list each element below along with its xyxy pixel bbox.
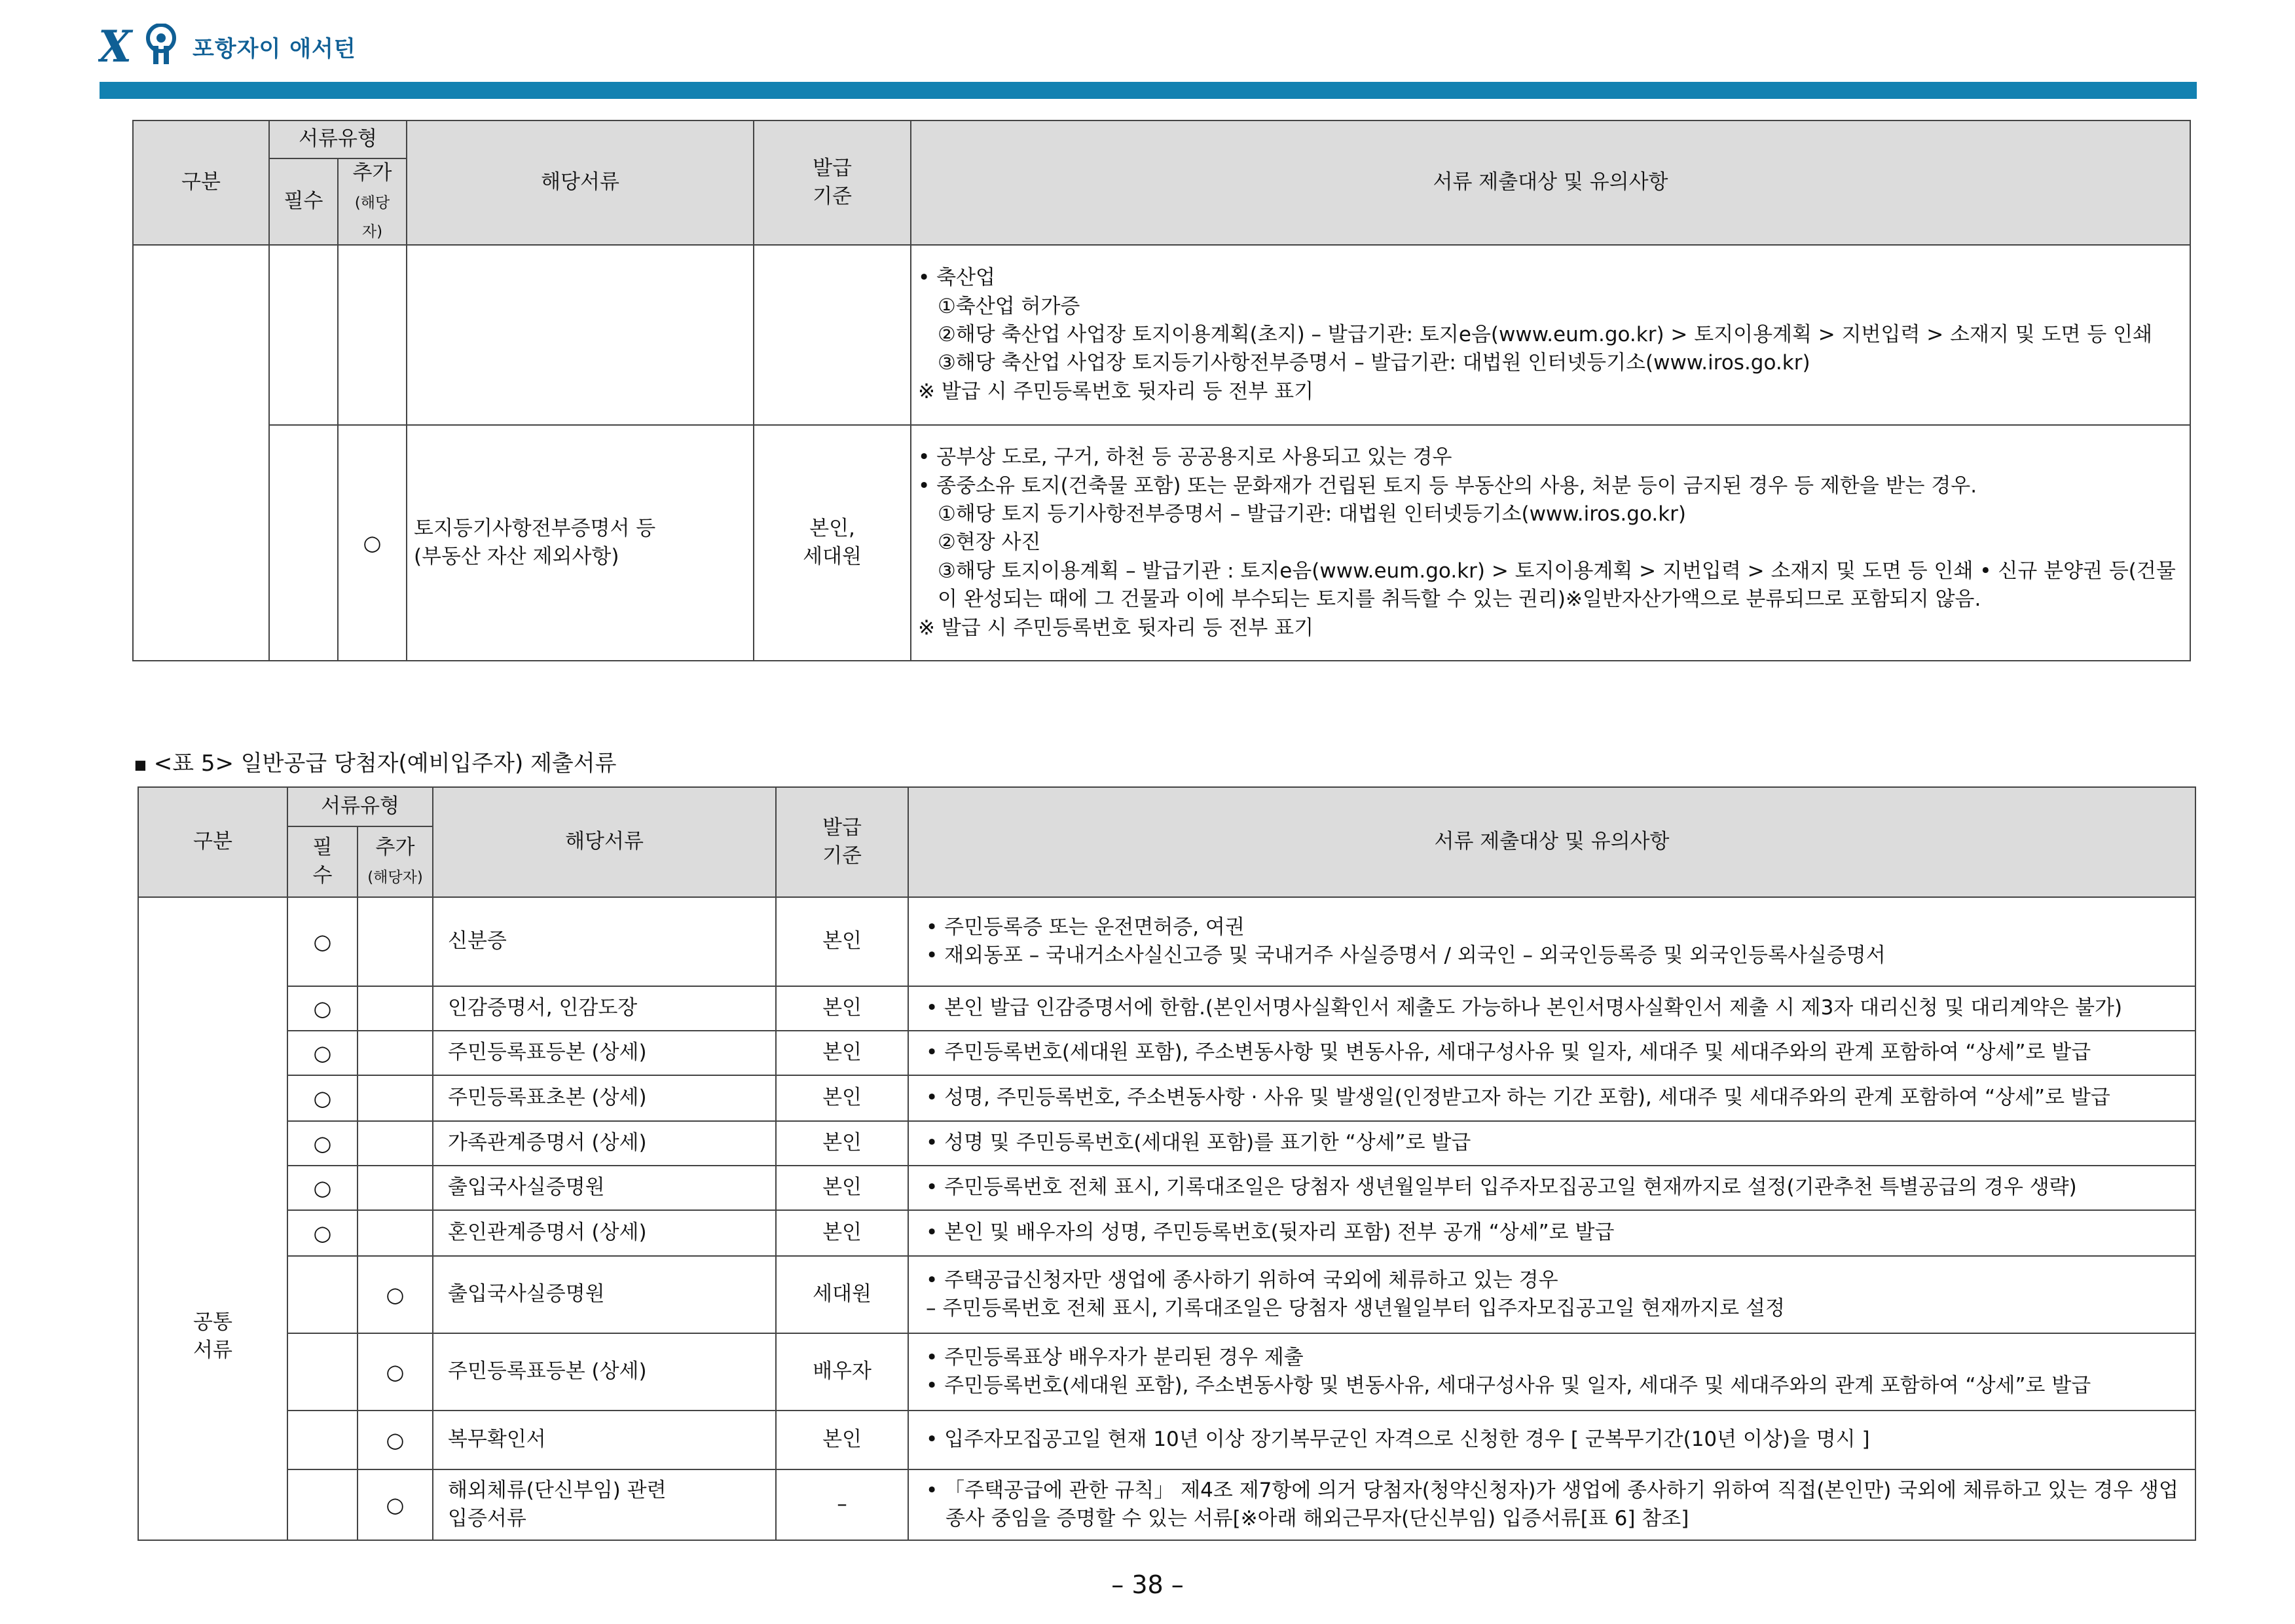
- asset-documents-table: [132, 120, 2191, 661]
- document-cell: 혼인관계증명서 (상세): [433, 1210, 776, 1256]
- header-required: 필 수: [287, 826, 358, 897]
- table-row: [133, 425, 2190, 661]
- header-document: 해당서류: [407, 120, 754, 245]
- table-row: [138, 1469, 2195, 1540]
- table-row: [138, 1075, 2195, 1121]
- basis-cell: 세대원: [776, 1256, 908, 1333]
- header-category: 구분: [138, 787, 287, 897]
- basis-cell: 본인, 세대원: [754, 425, 911, 661]
- required-mark: [287, 1333, 358, 1411]
- table-row: [138, 1031, 2195, 1075]
- note-line: • 재외동포 – 국내거소사실신고증 및 국내거주 사실증명서 / 외국인 – 외국인등록증 및 외국인등록사실증명서: [926, 944, 1886, 967]
- table-row: [138, 986, 2195, 1031]
- notes-cell: [908, 1166, 2195, 1210]
- required-mark: ○: [287, 1121, 358, 1166]
- header-accent-bar: [100, 82, 2197, 99]
- category-cell: [133, 245, 269, 661]
- xi-logo-icon: [98, 24, 183, 69]
- required-mark: ○: [287, 1166, 358, 1210]
- basis-cell: 배우자: [776, 1333, 908, 1411]
- header-document: 해당서류: [433, 787, 776, 897]
- additional-mark: ○: [338, 425, 407, 661]
- additional-mark: [358, 986, 433, 1031]
- square-bullet-icon: ■: [134, 756, 147, 773]
- notes-cell: • 공부상 도로, 구거, 하천 등 공공용지로 사용되고 있는 경우 • 종중소유 토지(건축물 포함) 또는 문화재가 건립된 토지 등 부동산의 사용, 처분 등이 금지된 경우 등 제한을 받는 경우. ①해당 토지 등기사항전부증명서 – 발급기관: 대법원 인터넷등기소(www.iros.go.kr) ②현장 사진 ③해당 토지이용계획 – 발급기관 : 토지e음(www.eum.go.kr) > 토지이용계획 > 지번입력 > 소재지 및 도면 등 인쇄 • 신규 분양권 등(건물이 완성되는 때에 그 건물과 이에 부수되는 토지를 취득할 수 있는 권리)※일반자산가액으로 분류되므로 포함되지 않음. ※ 발급 시 주민등록번호 뒷자리 등 전부 표기: [911, 425, 2190, 661]
- required-mark: ○: [287, 986, 358, 1031]
- required-mark: ○: [287, 897, 358, 986]
- additional-mark: [358, 1031, 433, 1075]
- document-cell: 토지등기사항전부증명서 등 (부동산 자산 제외사항): [407, 425, 754, 661]
- brand-logo: [98, 24, 356, 69]
- note-line: • 본인 발급 인감증명서에 한함.(본인서명사실확인서 제출도 가능하나 본인서명사실확인서 제출 시 제3자 대리신청 및 대리계약은 불가): [926, 996, 2123, 1020]
- note-line: • 주민등록표상 배우자가 분리된 경우 제출: [926, 1345, 1304, 1369]
- note-line: • 주택공급신청자만 생업에 종사하기 위하여 국외에 체류하고 있는 경우: [926, 1268, 1558, 1292]
- table-row: [138, 1333, 2195, 1411]
- table-caption: [134, 745, 616, 777]
- basis-cell: 본인: [776, 986, 908, 1031]
- document-cell: 해외체류(단신부임) 관련 입증서류: [433, 1469, 776, 1540]
- general-supply-documents-table: [138, 786, 2196, 1541]
- required-mark: [287, 1256, 358, 1333]
- note-line: • 주민등록번호 전체 표시, 기록대조일은 당첨자 생년월일부터 입주자모집공고일 현재까지로 설정(기관추천 특별공급의 경우 생략): [926, 1175, 2077, 1200]
- document-cell: 복무확인서: [433, 1411, 776, 1469]
- notes-cell: [908, 1469, 2195, 1540]
- svg-text:X: X: [98, 24, 132, 69]
- note-line: • 입주자모집공고일 현재 10년 이상 장기복무군인 자격으로 신청한 경우 [ 군복무기간(10년 이상)을 명시 ]: [926, 1428, 1870, 1452]
- document-cell: 인감증명서, 인감도장: [433, 986, 776, 1031]
- notes-cell: [908, 897, 2195, 986]
- table-row: [133, 245, 2190, 425]
- basis-cell: 본인: [776, 1166, 908, 1210]
- note-line: • 성명 및 주민등록번호(세대원 포함)를 표기한 “상세”로 발급: [926, 1131, 1471, 1155]
- caption-text: <표 5> 일반공급 당첨자(예비입주자) 제출서류: [153, 750, 617, 777]
- header-issue-basis: 발급 기준: [776, 787, 908, 897]
- additional-mark: [358, 1121, 433, 1166]
- table-row: [138, 1411, 2195, 1469]
- header-notes: 서류 제출대상 및 유의사항: [911, 120, 2190, 245]
- header-additional: 추가 (해당자): [358, 826, 433, 897]
- note-line: • 주민등록번호(세대원 포함), 주소변동사항 및 변동사유, 세대구성사유 및 일자, 세대주 및 세대주와의 관계 포함하여 “상세”로 발급: [926, 1041, 2091, 1065]
- notes-cell: [908, 1075, 2195, 1121]
- additional-mark: [358, 1210, 433, 1256]
- page-number: – 38 –: [1111, 1570, 1184, 1599]
- category-cell: 공통 서류: [138, 897, 287, 1540]
- header-doc-type: 서류유형: [269, 120, 407, 158]
- basis-cell: 본인: [776, 1031, 908, 1075]
- document-cell: 출입국사실증명원: [433, 1256, 776, 1333]
- document-cell: 주민등록표초본 (상세): [433, 1075, 776, 1121]
- basis-cell: 본인: [776, 1411, 908, 1469]
- notes-cell: [908, 1031, 2195, 1075]
- table-row: [138, 1210, 2195, 1256]
- header-additional: 추가 (해당자): [338, 158, 407, 245]
- table-row: [138, 1166, 2195, 1210]
- table-row: [138, 1121, 2195, 1166]
- basis-cell: 본인: [776, 1075, 908, 1121]
- basis-cell: –: [776, 1469, 908, 1540]
- table-row: [138, 1256, 2195, 1333]
- header-required: 필수: [269, 158, 338, 245]
- notes-cell: [908, 1333, 2195, 1411]
- required-mark: ○: [287, 1210, 358, 1256]
- note-line: – 주민등록번호 전체 표시, 기록대조일은 당첨자 생년월일부터 입주자모집공고일 현재까지로 설정: [926, 1297, 1785, 1320]
- basis-cell: 본인: [776, 1121, 908, 1166]
- additional-mark: ○: [358, 1469, 433, 1540]
- header-notes: 서류 제출대상 및 유의사항: [908, 787, 2195, 897]
- notes-cell: [908, 1411, 2195, 1469]
- notes-cell: [908, 986, 2195, 1031]
- required-mark: ○: [287, 1031, 358, 1075]
- additional-mark: [358, 897, 433, 986]
- document-cell: 신분증: [433, 897, 776, 986]
- note-line: • 성명, 주민등록번호, 주소변동사항 · 사유 및 발생일(인정받고자 하는 기간 포함), 세대주 및 세대주와의 관계 포함하여 “상세”로 발급: [926, 1086, 2110, 1110]
- header-doc-type: 서류유형: [287, 787, 433, 826]
- document-cell: 주민등록표등본 (상세): [433, 1031, 776, 1075]
- document-cell: 출입국사실증명원: [433, 1166, 776, 1210]
- table-row: [138, 897, 2195, 986]
- required-mark: [287, 1411, 358, 1469]
- additional-mark: ○: [358, 1333, 433, 1411]
- notes-cell: [908, 1256, 2195, 1333]
- note-line: • 주민등록번호(세대원 포함), 주소변동사항 및 변동사유, 세대구성사유 및 일자, 세대주 및 세대주와의 관계 포함하여 “상세”로 발급: [926, 1374, 2091, 1397]
- notes-cell: [908, 1121, 2195, 1166]
- document-cell: 가족관계증명서 (상세): [433, 1121, 776, 1166]
- required-mark: [287, 1469, 358, 1540]
- document-cell: 주민등록표등본 (상세): [433, 1333, 776, 1411]
- note-line: • 본인 및 배우자의 성명, 주민등록번호(뒷자리 포함) 전부 공개 “상세”로 발급: [926, 1221, 1615, 1245]
- header-category: 구분: [133, 120, 269, 245]
- notes-cell: • 축산업 ①축산업 허가증 ②해당 축산업 사업장 토지이용계획(초지) – 발급기관: 토지e음(www.eum.go.kr) > 토지이용계획 > 지번입력 > 소재지 및 도면 등 인쇄 ③해당 축산업 사업장 토지등기사항전부증명서 – 발급기관: 대법원 인터넷등기소(www.iros.go.kr) ※ 발급 시 주민등록번호 뒷자리 등 전부 표기: [911, 245, 2190, 425]
- additional-mark: [358, 1075, 433, 1121]
- note-line: • 주민등록증 또는 운전면허증, 여권: [926, 915, 1245, 939]
- additional-mark: [358, 1166, 433, 1210]
- additional-mark: ○: [358, 1256, 433, 1333]
- header-issue-basis: 발급 기준: [754, 120, 911, 245]
- required-mark: ○: [287, 1075, 358, 1121]
- additional-mark: ○: [358, 1411, 433, 1469]
- brand-name: 포항자이 애서턴: [193, 35, 356, 62]
- basis-cell: 본인: [776, 897, 908, 986]
- notes-cell: [908, 1210, 2195, 1256]
- basis-cell: 본인: [776, 1210, 908, 1256]
- note-line: • 「주택공급에 관한 규칙」 제4조 제7항에 의거 당첨자(청약신청자)가 생업에 종사하기 위하여 직접(본인만) 국외에 체류하고 있는 경우 생업종사 중임을 증명할 수 있는 서류[※아래 해외근무자(단신부임) 입증서류[표 6] 참조]: [926, 1478, 2178, 1530]
